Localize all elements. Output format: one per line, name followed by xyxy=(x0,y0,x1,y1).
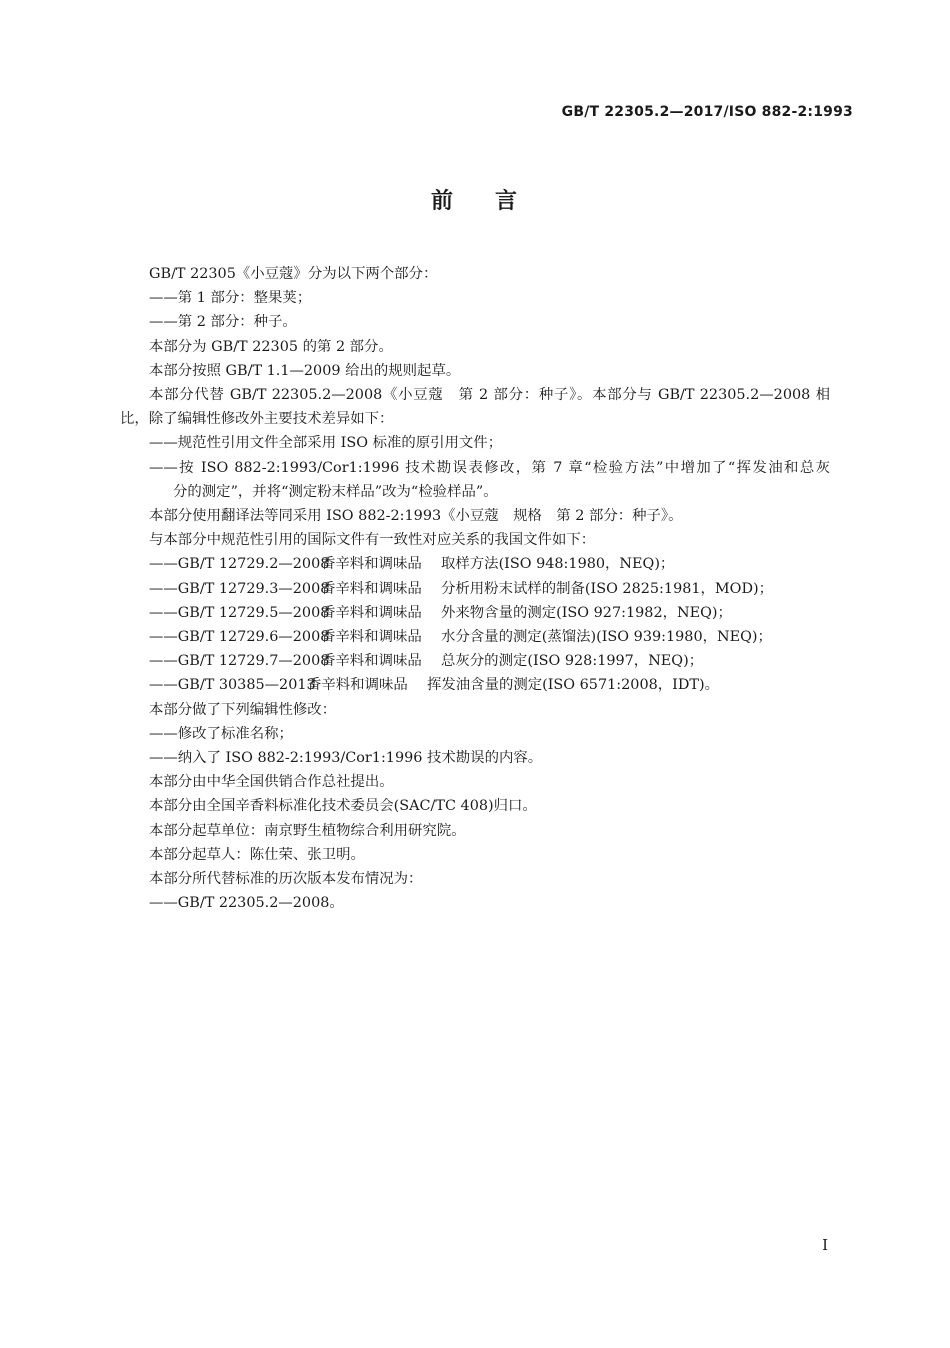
reference-title: 分析用粉末试样的制备(ISO 2825:1981，MOD)； xyxy=(441,580,773,597)
reference-category: 香辛料和调味品 xyxy=(321,580,422,597)
reference-code: ——GB/T 12729.5—2008 xyxy=(149,604,330,621)
paragraph: 本部分起草单位：南京野生植物综合利用研究院。 xyxy=(149,822,466,839)
list-item: ——按 ISO 882-2:1993/Cor1:1996 技术勘误表修改，第 7 章“检验方法”中增加了“挥发油和总灰 xyxy=(149,459,830,476)
paragraph: 本部分为 GB/T 22305 的第 2 部分。 xyxy=(149,338,393,355)
reference-item xyxy=(120,577,830,601)
reference-title: 挥发油含量的测定(ISO 6571:2008，IDT)。 xyxy=(427,677,719,694)
paragraph: 本部分使用翻译法等同采用 ISO 882-2:1993《小豆蔻 规格 第 2 部分：种子》。 xyxy=(149,508,683,525)
list-item-continuation: 分的测定”，并将“测定粉末样品”改为“检验样品”。 xyxy=(173,483,498,500)
reference-category: 香辛料和调味品 xyxy=(321,556,422,573)
reference-title: 外来物含量的测定(ISO 927:1982，NEQ)； xyxy=(441,604,732,621)
reference-code: ——GB/T 12729.6—2008 xyxy=(149,629,330,646)
reference-category: 香辛料和调味品 xyxy=(321,653,422,670)
reference-title: 取样方法(ISO 948:1980，NEQ)； xyxy=(441,556,675,573)
paragraph: 本部分做了下列编辑性修改： xyxy=(149,701,337,718)
paragraph: 本部分按照 GB/T 1.1—2009 给出的规则起草。 xyxy=(149,362,461,379)
reference-item xyxy=(120,673,830,697)
standard-number: GB/T 22305.2—2017/ISO 882-2:1993 xyxy=(561,104,853,120)
reference-code: ——GB/T 30385—2013 xyxy=(149,677,316,694)
paragraph: 本部分由中华全国供销合作总社提出。 xyxy=(149,774,394,791)
reference-code: ——GB/T 12729.2—2008 xyxy=(149,556,330,573)
paragraph: 与本部分中规范性引用的国际文件有一致性对应关系的我国文件如下： xyxy=(149,532,596,549)
reference-item xyxy=(120,601,830,625)
reference-code: ——GB/T 12729.7—2008 xyxy=(149,653,330,670)
list-item: ——第 1 部分：整果荚； xyxy=(149,290,312,307)
list-item: ——纳入了 ISO 882-2:1993/Cor1:1996 技术勘误的内容。 xyxy=(149,750,543,767)
paragraph: 本部分由全国辛香料标准化技术委员会(SAC/TC 408)归口。 xyxy=(149,798,537,815)
paragraph: 本部分代替 GB/T 22305.2—2008《小豆蔻 第 2 部分：种子》。本部分与 GB/T 22305.2—2008 相 xyxy=(149,387,830,404)
reference-category: 香辛料和调味品 xyxy=(321,604,422,621)
list-item: ——第 2 部分：种子。 xyxy=(149,314,297,331)
reference-item xyxy=(120,625,830,649)
title-char-2: 言 xyxy=(495,189,520,214)
paragraph: 本部分起草人：陈仕荣、张卫明。 xyxy=(149,846,365,863)
foreword-body xyxy=(120,262,830,915)
reference-title: 总灰分的测定(ISO 928:1997，NEQ)； xyxy=(441,653,704,670)
paragraph-continuation: 比，除了编辑性修改外主要技术差异如下： xyxy=(120,411,394,428)
list-item: ——GB/T 22305.2—2008。 xyxy=(149,895,344,912)
list-item: ——修改了标准名称； xyxy=(149,725,293,742)
reference-title: 水分含量的测定(蒸馏法)(ISO 939:1980，NEQ)； xyxy=(441,629,772,646)
reference-category: 香辛料和调味品 xyxy=(321,629,422,646)
paragraph: GB/T 22305《小豆蔻》分为以下两个部分： xyxy=(149,266,438,282)
paragraph: 本部分所代替标准的历次版本发布情况为： xyxy=(149,871,423,888)
reference-item xyxy=(120,552,830,576)
list-item: ——规范性引用文件全部采用 ISO 标准的原引用文件； xyxy=(149,435,503,452)
reference-item xyxy=(120,649,830,673)
reference-category: 香辛料和调味品 xyxy=(307,677,408,694)
title-char-1: 前 xyxy=(430,189,455,214)
reference-code: ——GB/T 12729.3—2008 xyxy=(149,580,330,597)
page-title xyxy=(0,184,950,215)
page-number: I xyxy=(822,1236,828,1254)
